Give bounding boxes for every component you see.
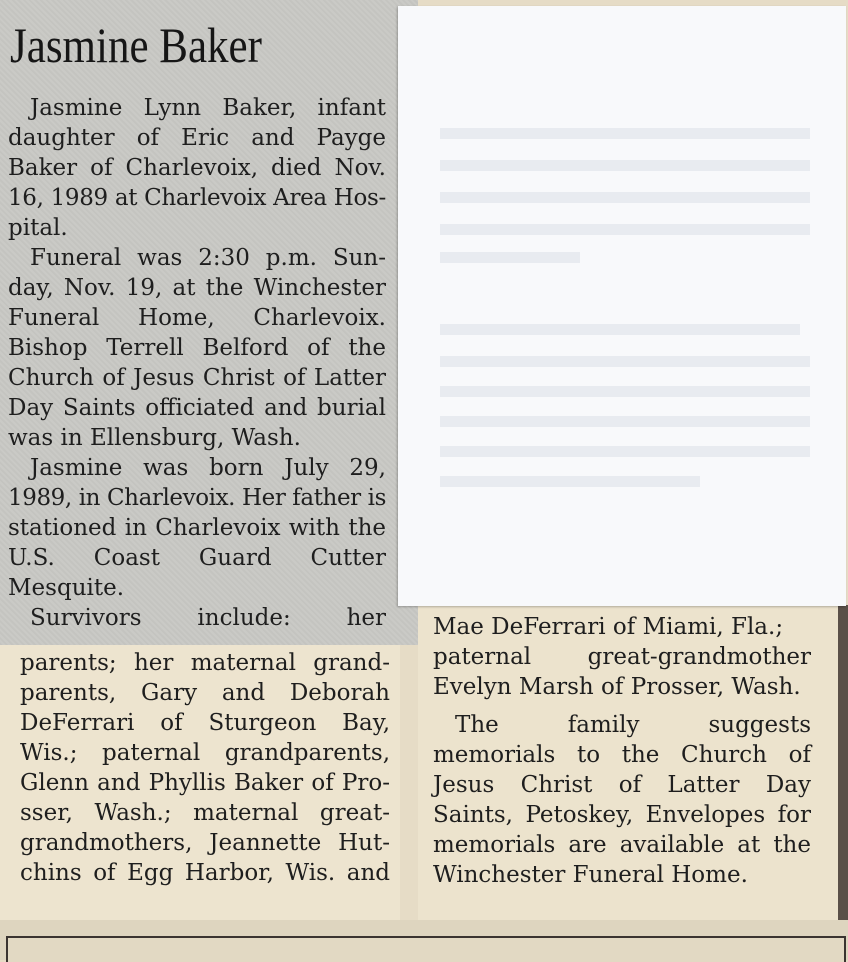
text-line: U.S. Coast Guard Cutter (8, 545, 386, 571)
text-line: stationed in Charlevoix with the (8, 515, 386, 541)
obituary-column-left-bottom (20, 648, 390, 888)
bleed-through-line (440, 224, 810, 235)
text-line: Winchester Funeral Home. (433, 862, 748, 888)
text-line: Mesquite. (8, 575, 125, 601)
paper-edge (838, 605, 848, 925)
bleed-through-line (440, 192, 810, 203)
obituary-column-left-top (8, 93, 386, 633)
text-line: Mae DeFerrari of Miami, Fla.; (433, 614, 784, 640)
text-line: was in Ellensburg, Wash. (8, 425, 301, 451)
obituary-title: Jasmine Baker (10, 17, 262, 73)
text-line: 16, 1989 at Charlevoix Area Hos- (8, 185, 386, 211)
text-line: chins of Egg Harbor, Wis. and (20, 860, 390, 886)
text-line: Jasmine Lynn Baker, infant (30, 95, 386, 121)
text-line: daughter of Eric and Payge (8, 125, 386, 151)
text-line: Bishop Terrell Belford of the (8, 335, 386, 361)
text-line: The family suggests (455, 712, 811, 738)
text-line: Church of Jesus Christ of Latter (8, 365, 386, 391)
bleed-through-line (440, 476, 700, 487)
text-line: Day Saints officiated and burial (8, 395, 386, 421)
text-line: memorials to the Church of (433, 742, 811, 768)
bleed-through-line (440, 128, 810, 139)
bleed-through-line (440, 252, 580, 263)
bleed-through-line (440, 324, 800, 335)
text-line: Baker of Charlevoix, died Nov. (8, 155, 386, 181)
text-line: Funeral Home, Charlevoix. (8, 305, 386, 331)
text-line: Glenn and Phyllis Baker of Pro- (20, 770, 390, 796)
overlapping-paper (398, 6, 846, 606)
text-line: paternal great-grandmother (433, 644, 811, 670)
bleed-through-line (440, 160, 810, 171)
text-line: day, Nov. 19, at the Winchester (8, 275, 386, 301)
bleed-through-line (440, 446, 810, 457)
bleed-through-line (440, 416, 810, 427)
text-line: pital. (8, 215, 68, 241)
text-line: Wis.; paternal grandparents, (20, 740, 390, 766)
text-line: Evelyn Marsh of Prosser, Wash. (433, 674, 801, 700)
text-line: Jesus Christ of Latter Day (433, 772, 811, 798)
text-line: DeFerrari of Sturgeon Bay, (20, 710, 390, 736)
text-line: Jasmine was born July 29, (30, 455, 386, 481)
text-line: parents; her maternal grand- (20, 650, 390, 676)
text-line: sser, Wash.; maternal great- (20, 800, 390, 826)
text-line: 1989, in Charlevoix. Her father is (8, 485, 386, 511)
bleed-through-line (440, 386, 810, 397)
text-line: Survivors include: her (30, 605, 386, 631)
text-line: memorials are available at the (433, 832, 811, 858)
text-line: grandmothers, Jeannette Hut- (20, 830, 390, 856)
text-line: parents, Gary and Deborah (20, 680, 390, 706)
text-line: Saints, Petoskey, Envelopes for (433, 802, 811, 828)
text-line: Funeral was 2:30 p.m. Sun- (30, 245, 386, 271)
adjacent-clipping-border (6, 936, 846, 962)
bleed-through-line (440, 356, 810, 367)
obituary-column-right (433, 612, 811, 890)
